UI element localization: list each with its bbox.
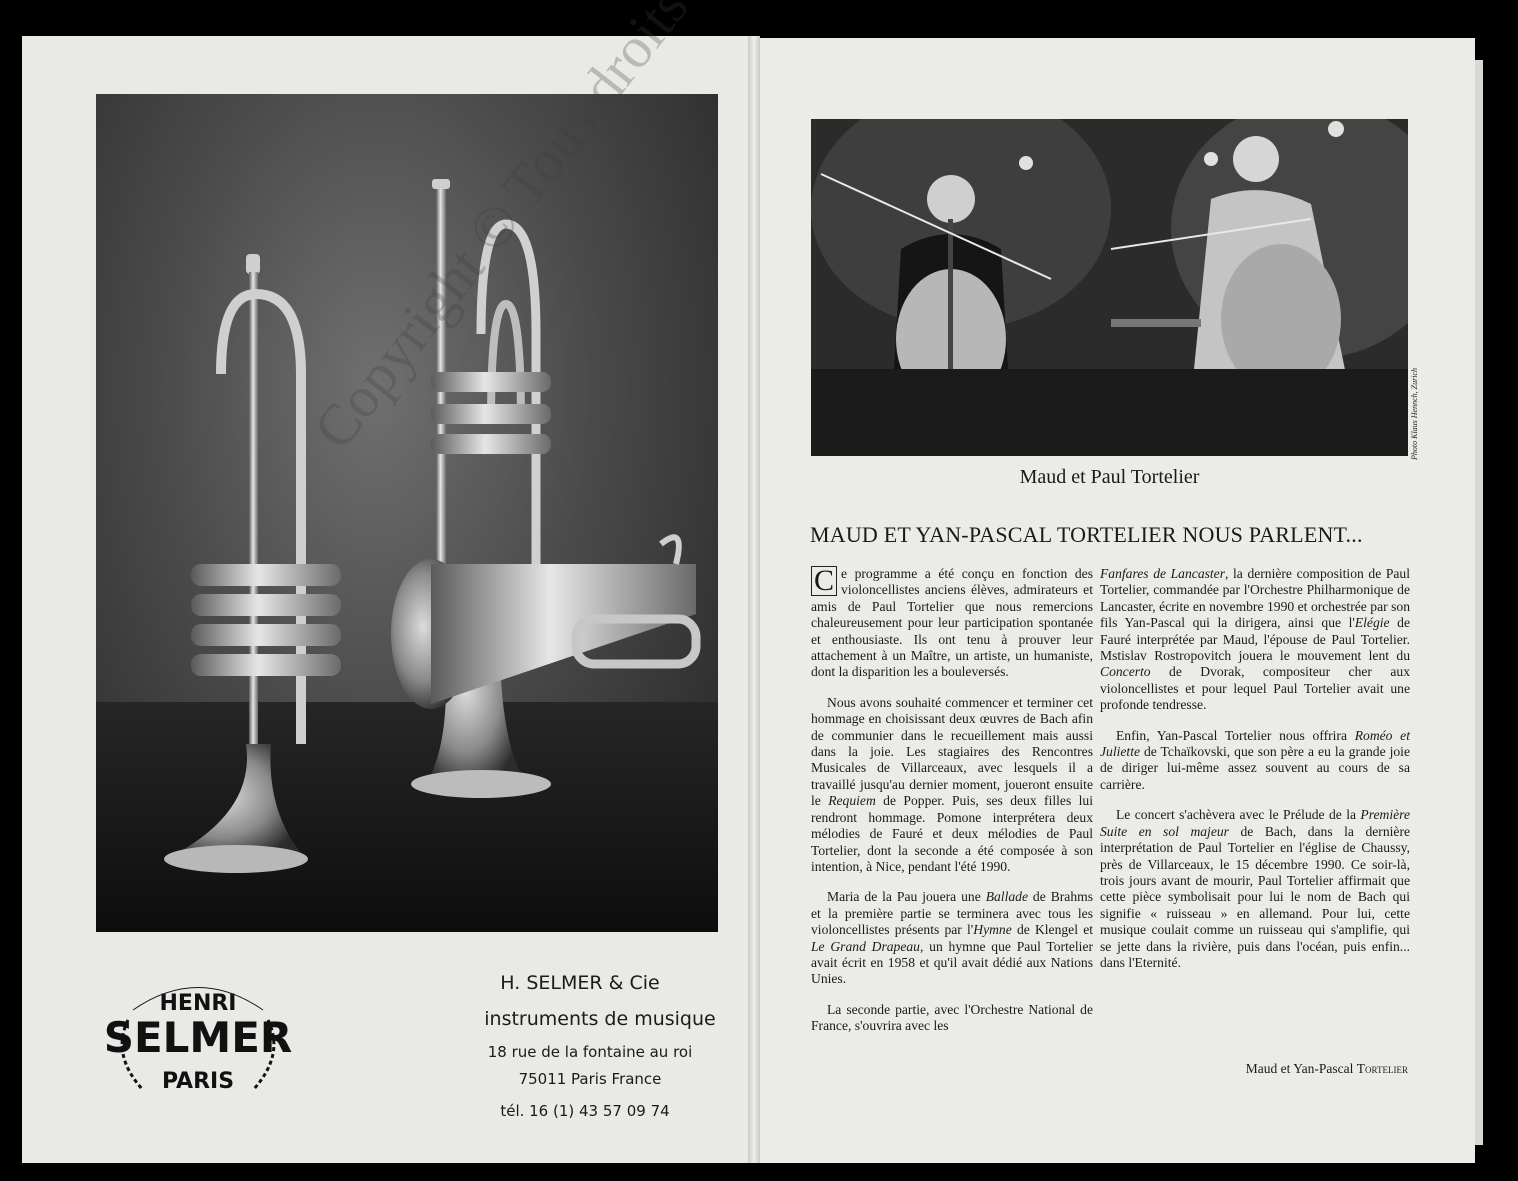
paragraph-3: Maria de la Pau jouera une Ballade de Brahms et la première partie se terminera avec tous les violoncellistes présents par l'Hymne de Klengel et Le Grand Drapeau, un hymne que Paul Tortelier avait écrit en 1958 et qu'il avait dédié aux Nations Unies. bbox=[811, 889, 1094, 987]
article-signature: Maud et Yan-Pascal Tortelier bbox=[1245, 1061, 1408, 1076]
paragraph-1: C e programme a été conçu en fonction des violoncellistes anciens élèves, admirateurs et amis de Paul Tortelier que nous remercions chaleureusement pour leur participation spontanée et enthousiaste. Ils ont tenu à prouver leur attachement à un Maître, un artiste, un humaniste, dont la disparition les a bouleversés. bbox=[811, 564, 1093, 680]
paragraph-2: Nous avons souhaité commencer et terminer cet hommage en choisissant deux œuvres de Bach afin de communier dans le recueillement mais aussi dans la joie. Les stagiaires des Rencontres Musicales de Villarceaux, avec lesquels il a travaillé jusqu'au dernier moment, joueront ensuite le Requiem de Popper. Puis, ses deux filles lui rendront hommage. Pomone interprétera deux mélodies de Fauré et deux mélodies de Paul Tortelier, dont la seconde a été composée à son intention, à Nice, pendant l'été 1990. bbox=[811, 694, 1093, 874]
paragraph-6: Enfin, Yan-Pascal Tortelier nous offrira Roméo et Juliette de Tchaïkovski, que son père a eu la grande joie de diriger lui-même assez souvent au cours de sa carrière. bbox=[1100, 727, 1410, 792]
ad-address-line2: 75011 Paris France bbox=[518, 1070, 662, 1088]
logo-top-text: HENRI bbox=[159, 991, 237, 1016]
ad-company-name: H. SELMER & Cie bbox=[500, 972, 660, 994]
ad-phone: tél. 16 (1) 43 57 09 74 bbox=[500, 1102, 670, 1120]
paragraph-5: Fanfares de Lancaster, la dernière composition de Paul Tortelier, commandée par l'Orchestre Philharmonique de Lancaster, écrite en novembre 1990 et orchestrée par son fils Yan-Pascal qui la dirigera, ainsi que l'Elégie de Fauré interprétée par Maud, l'épouse de Paul Tortelier. Mstislav Rostropovitch jouera le mouvement lent du Concerto de Dvorak, compositeur cher aux violoncellistes et pour lequel Paul Tortelier avait une profonde tendresse. bbox=[1100, 566, 1411, 713]
article-title: MAUD ET YAN-PASCAL TORTELIER NOUS PARLENT... bbox=[810, 522, 1363, 547]
book-spine bbox=[748, 36, 760, 1163]
logo-main-text: SELMER bbox=[103, 1013, 293, 1062]
paragraph-7: Le concert s'achèvera avec le Prélude de la Première Suite en sol majeur de Bach, dans la dernière interprétation de Paul Tortelier en l'église de Chaussy, près de Villarceaux, le 15 décembre 1990. Ce soir-là, trois jours avant de mourir, Paul Tortelier affirmait que cette pièce symbolisait pour lui le nom de Bach qui signifie « ruisseau » en allemand. Pour lui, cette musique coulait comme un ruisseau qui s'amplifie, qui se jette dans la rivière, puis dans l'océan, puis enfin... dans l'Eternité. bbox=[1100, 807, 1410, 970]
ad-subtitle: instruments de musique bbox=[484, 1008, 716, 1030]
article-column-right bbox=[1100, 566, 1410, 985]
photo-caption: Maud et Paul Tortelier bbox=[1019, 466, 1200, 488]
drop-cap: C bbox=[811, 566, 837, 596]
trumpets-photo bbox=[96, 94, 718, 932]
page-edge bbox=[1475, 60, 1483, 1145]
article-column-left bbox=[811, 566, 1093, 1049]
small-trumpet bbox=[164, 254, 341, 873]
horizontal-trumpet bbox=[391, 537, 696, 709]
selmer-logo bbox=[103, 970, 293, 1100]
paragraph-4: La seconde partie, avec l'Orchestre National de France, s'ouvrira avec les bbox=[811, 1001, 1093, 1034]
concert-photo bbox=[811, 119, 1408, 456]
copyright-watermark: Copyright © Tous droits bbox=[300, 0, 701, 461]
photo-credit: Photo Klaus Hennch, Zurich bbox=[1410, 368, 1419, 460]
ad-address-line1: 18 rue de la fontaine au roi bbox=[487, 1043, 693, 1061]
logo-bottom-text: PARIS bbox=[161, 1069, 235, 1094]
